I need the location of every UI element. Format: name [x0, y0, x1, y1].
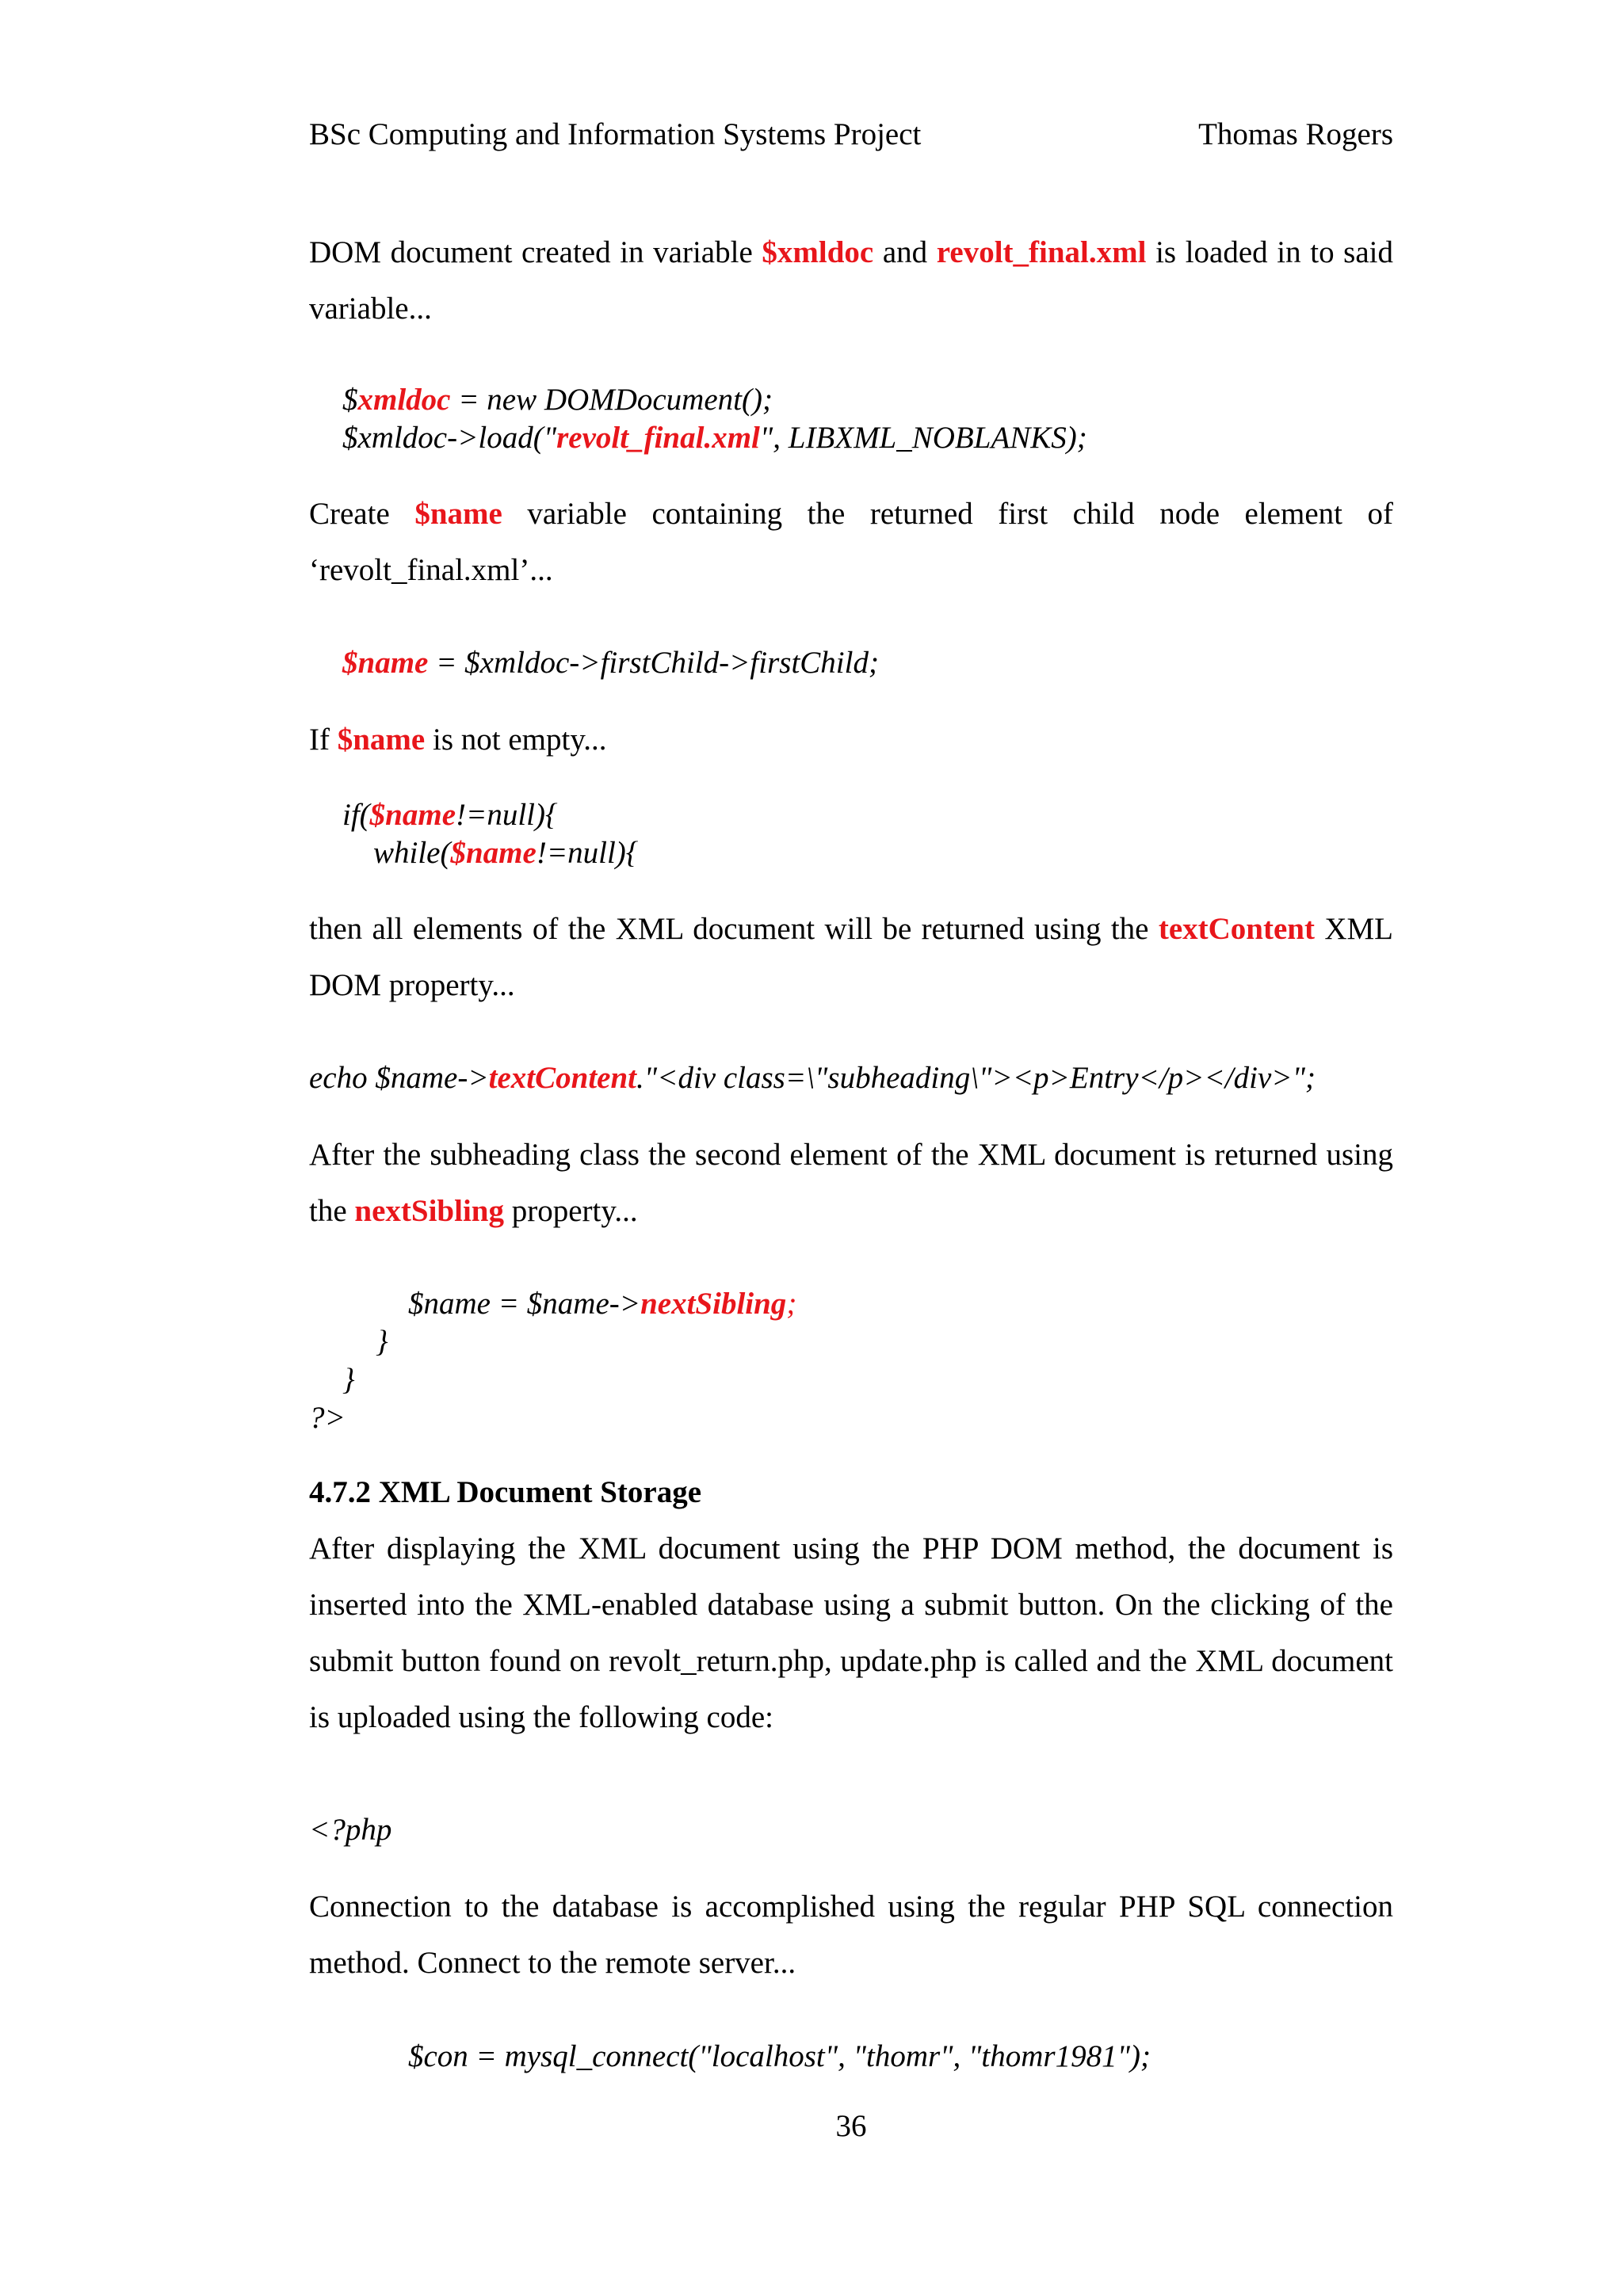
text: then all elements of the XML document will be returned using the — [309, 912, 1159, 946]
code-closing-brace: } — [376, 1325, 388, 1359]
code-highlight: $name — [450, 836, 537, 870]
code-block-connect: $con = mysql_connect("localhost", "thomr", "thomr1981"); — [408, 2039, 1151, 2073]
paragraph-dom-document — [309, 224, 1393, 337]
code-text: ", LIBXML_NOBLANKS); — [759, 421, 1087, 455]
highlight-xmldoc: $xmldoc — [762, 235, 874, 269]
code-line-nextsibling — [408, 1285, 796, 1323]
code-text: ."<div class=\"subheading\"><p>Entry</p></div>"; — [636, 1061, 1316, 1095]
text: After the subheading class the second element of the XML document is returned using the — [309, 1138, 1393, 1228]
code-text: !=null){ — [536, 836, 639, 870]
code-text: $xmldoc->load(" — [342, 421, 557, 455]
code-highlight: revolt_final.xml — [556, 421, 760, 455]
text: property... — [503, 1194, 638, 1228]
code-highlight: $name — [369, 798, 456, 832]
text: DOM document created in variable — [309, 235, 762, 269]
text: is not empty... — [425, 723, 607, 757]
code-block-echo — [309, 1059, 1316, 1097]
page-number: 36 — [835, 2109, 867, 2143]
text: variable containing the returned first child node element of ‘revolt_final.xml’... — [309, 497, 1394, 587]
text: and — [873, 235, 937, 269]
highlight-nextsibling: nextSibling — [354, 1194, 504, 1228]
code-text: while( — [373, 836, 451, 870]
highlight-filename: revolt_final.xml — [936, 235, 1147, 269]
code-highlight: nextSibling — [640, 1287, 787, 1321]
code-text: $ — [342, 383, 358, 417]
code-text: echo $name-> — [309, 1061, 489, 1095]
code-block-load — [342, 381, 1087, 457]
paragraph-create-name — [309, 486, 1393, 598]
code-highlight: $name — [342, 646, 429, 680]
text: Create — [309, 497, 415, 531]
section-heading: 4.7.2 XML Document Storage — [309, 1475, 702, 1509]
paragraph-storage: After displaying the XML document using the PHP DOM method, the document is inserted into the XML-enabled database using a submit button. On the clicking of the submit button found on revolt_return.php, update.php is called and the XML document is uploaded using the following code: — [309, 1531, 1393, 1734]
code-text: if( — [342, 798, 370, 832]
code-block-loop — [342, 796, 638, 872]
code-highlight: xmldoc — [357, 383, 451, 417]
page-header — [309, 113, 1393, 157]
code-text: ; — [786, 1287, 797, 1321]
highlight-name: $name — [414, 497, 502, 531]
code-text: = new DOMDocument(); — [450, 383, 773, 417]
highlight-name: $name — [337, 723, 426, 757]
header-author: Thomas Rogers — [1198, 117, 1393, 151]
paragraph-if-name — [309, 711, 1393, 768]
code-text: $name = $name-> — [408, 1287, 641, 1321]
paragraph-next-sibling — [309, 1127, 1393, 1239]
code-text: = $xmldoc->firstChild->firstChild; — [428, 646, 879, 680]
code-closing-brace: } — [342, 1363, 355, 1397]
text: is loaded in to said variable... — [309, 235, 1394, 326]
text: XML DOM property... — [309, 912, 1393, 1002]
highlight-textcontent: textContent — [1158, 912, 1315, 946]
code-text: !=null){ — [456, 798, 558, 832]
header-title: BSc Computing and Information Systems Project — [309, 117, 922, 151]
paragraph-text-content — [309, 901, 1393, 1013]
code-php-open: <?php — [309, 1813, 392, 1847]
code-php-close: ?> — [309, 1401, 346, 1435]
text: If — [309, 723, 338, 757]
code-block-firstchild — [342, 644, 879, 682]
code-highlight: textContent — [488, 1061, 637, 1095]
paragraph-connection: Connection to the database is accomplished using the regular PHP SQL connection method. Connect to the remote server... — [309, 1890, 1393, 1980]
